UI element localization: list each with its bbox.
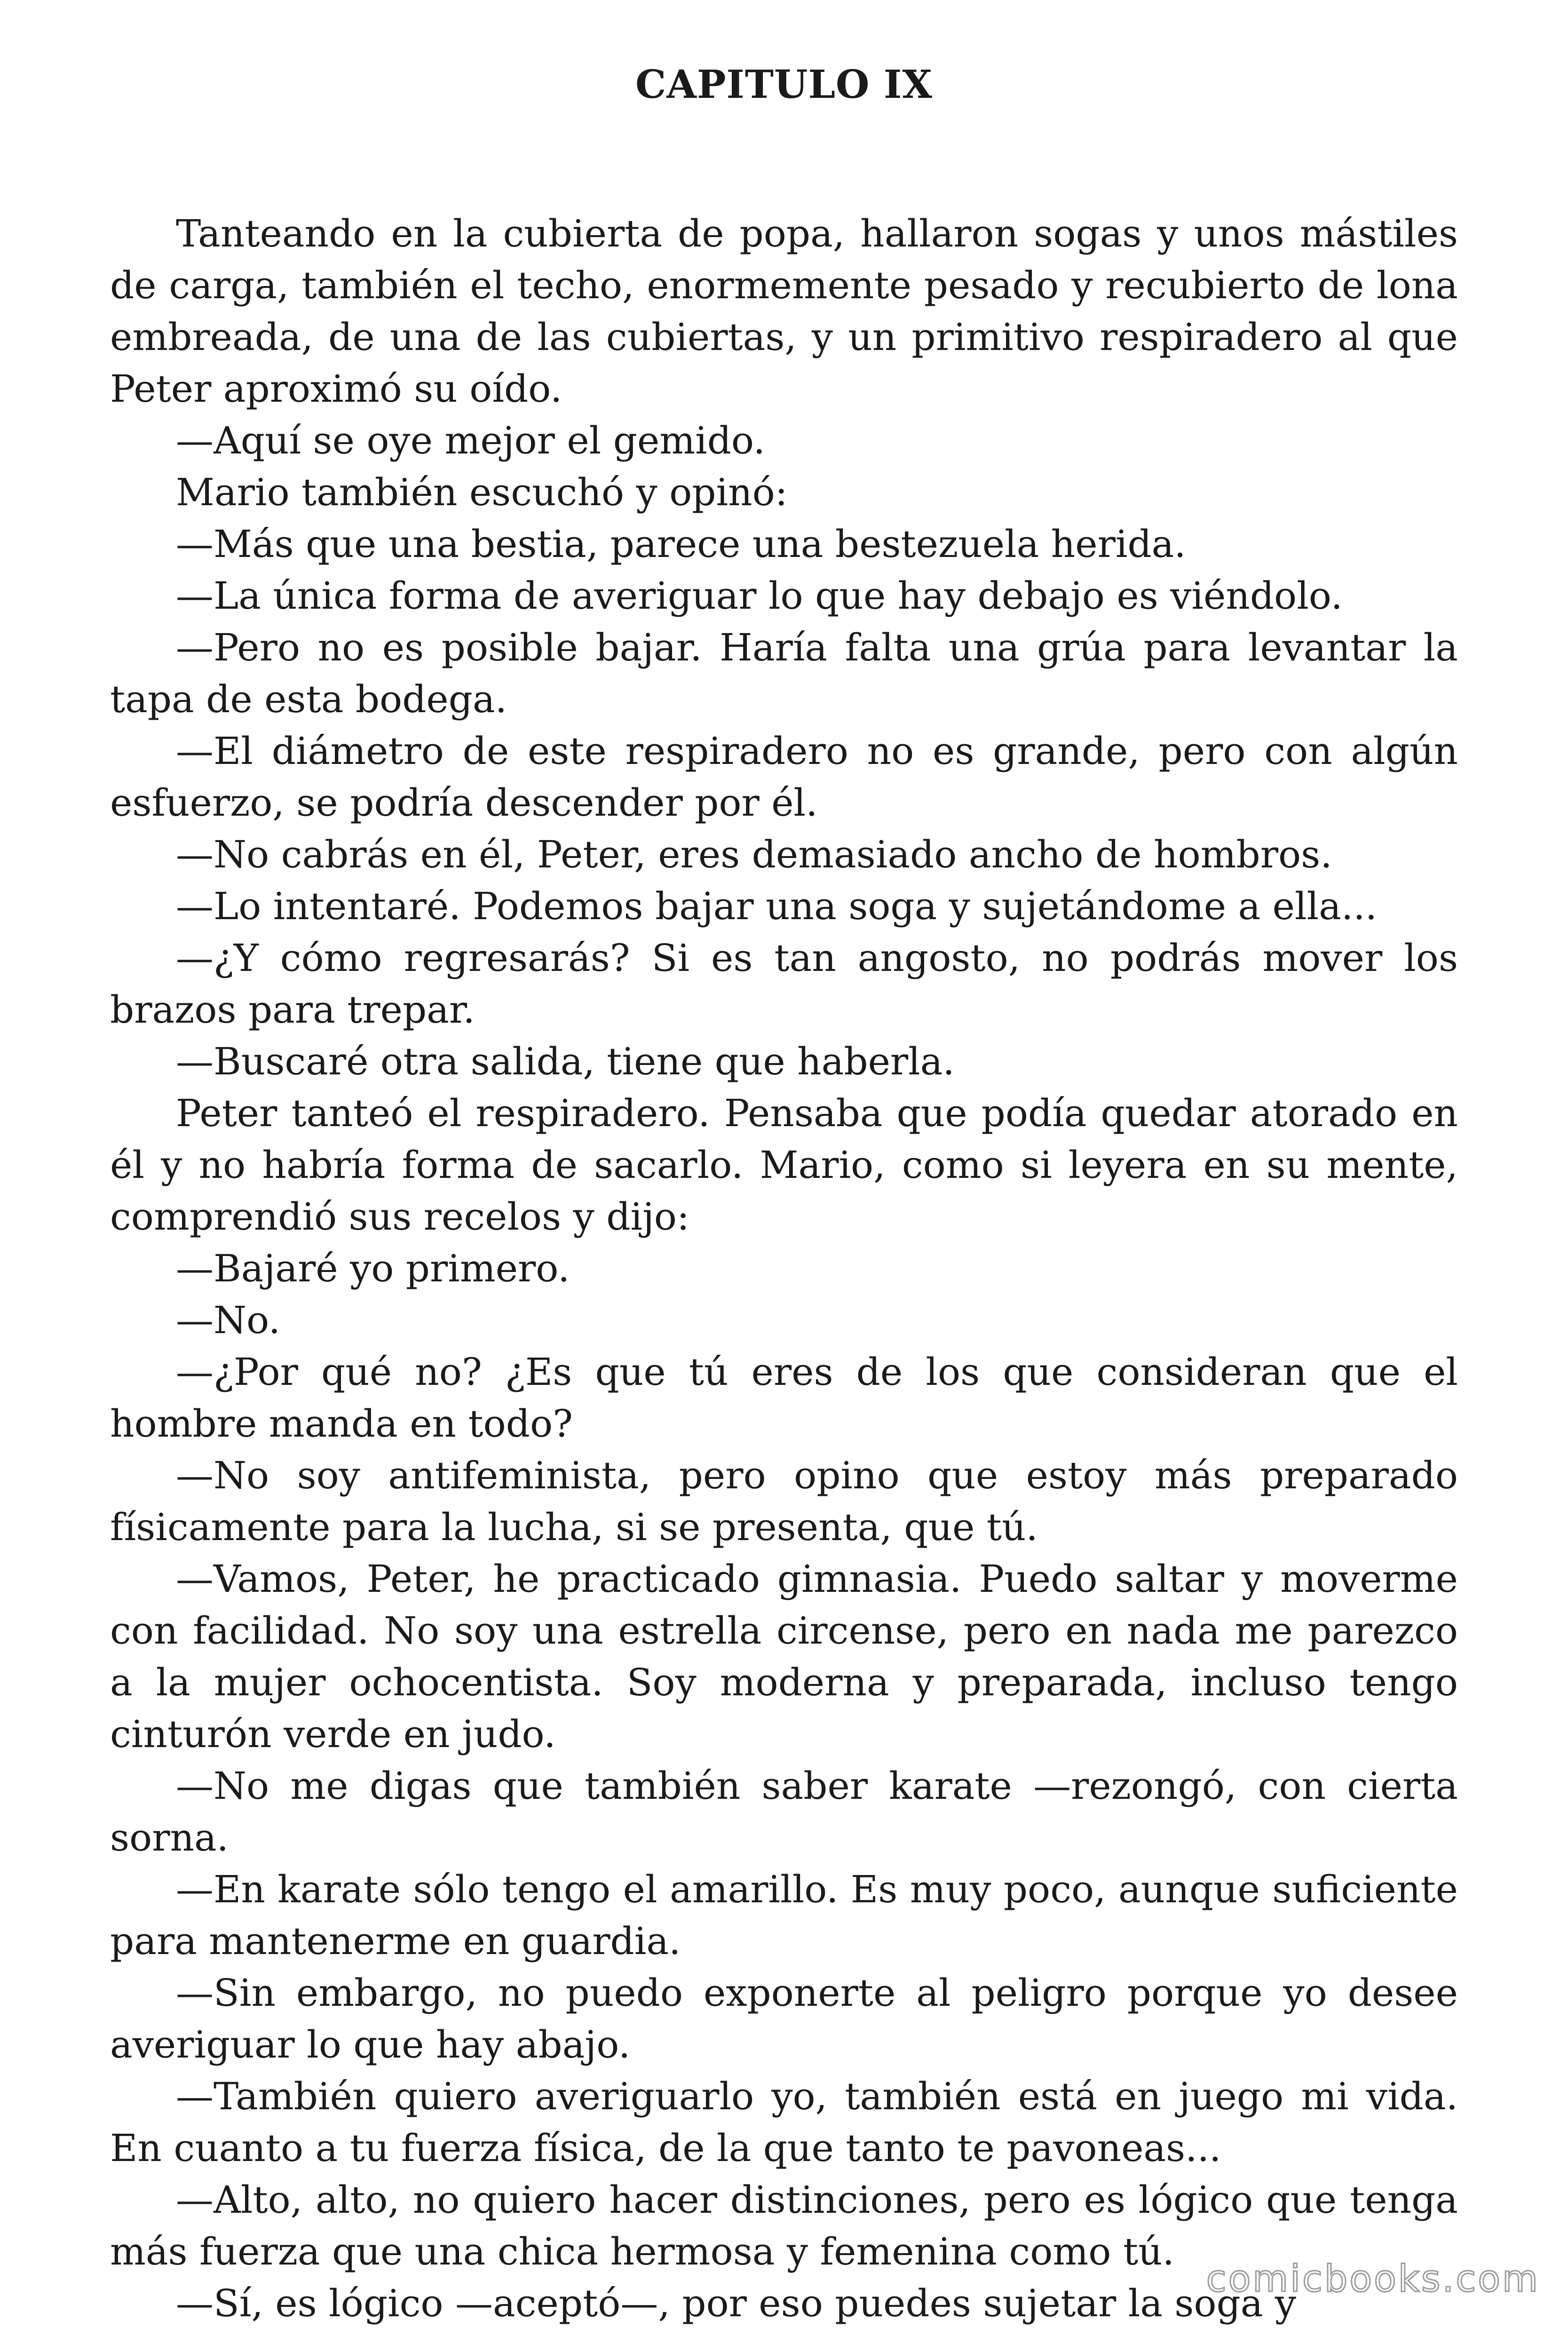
chapter-title: CAPITULO IX [635,62,933,107]
paragraph: —Alto, alto, no quiero hacer distinciones, pero es lógico que tenga más fuerza que una chica hermosa y femenina como tú. [110,2178,1458,2273]
paragraph: —Bajaré yo primero. [176,1247,570,1290]
paragraph: —¿Por qué no? ¿Es que tú eres de los que consideran que el hombre manda en todo? [110,1350,1458,1446]
paragraph: —Vamos, Peter, he practicado gimnasia. Puedo saltar y moverme con facilidad. No soy una estrella circense, pero en nada me parezco a la mujer ochocentista. Soy moderna y preparada, incluso tengo cinturón verde en judo. [110,1557,1458,1756]
site-watermark: comicbooks.com [1206,2258,1540,2300]
paragraph: —También quiero averiguarlo yo, también está en juego mi vida. En cuanto a tu fuerza física, de la que tanto te pavoneas... [110,2074,1458,2170]
paragraph: —Más que una bestia, parece una bestezuela herida. [176,522,1186,566]
paragraph: —Sin embargo, no puedo exponerte al peligro porque yo desee averiguar lo que hay abajo. [110,1971,1458,2066]
paragraph: —Buscaré otra salida, tiene que haberla. [176,1040,955,1083]
chapter-body [110,208,1458,2329]
paragraph: —¿Y cómo regresarás? Si es tan angosto, no podrás mover los brazos para trepar. [110,936,1458,1032]
paragraph: —Aquí se oye mejor el gemido. [176,419,766,462]
paragraph: —No. [176,1298,281,1342]
paragraph: Tanteando en la cubierta de popa, hallaron sogas y unos mástiles de carga, también el techo, enormemente pesado y recubierto de lona embreada, de una de las cubiertas, y un primitivo respiradero al que Peter aproximó su oído. [110,212,1458,411]
paragraph: —La única forma de averiguar lo que hay debajo es viéndolo. [176,574,1343,618]
paragraph: —No cabrás en él, Peter, eres demasiado ancho de hombros. [176,833,1332,876]
paragraph: —Lo intentaré. Podemos bajar una soga y sujetándome a ella... [176,884,1378,928]
paragraph: Peter tanteó el respiradero. Pensaba que podía quedar atorado en él y no habría forma de sacarlo. Mario, como si leyera en su mente, comprendió sus recelos y dijo: [110,1091,1458,1239]
paragraph: —Pero no es posible bajar. Haría falta una grúa para levantar la tapa de esta bodega. [110,626,1458,721]
paragraph: —Sí, es lógico —aceptó—, por eso puedes sujetar la soga y [176,2281,1297,2325]
paragraph: —El diámetro de este respiradero no es grande, pero con algún esfuerzo, se podría descender por él. [110,729,1458,825]
paragraph: Mario también escuchó y opinó: [176,470,788,514]
paragraph: —En karate sólo tengo el amarillo. Es muy poco, aunque suficiente para mantenerme en guardia. [110,1867,1458,1963]
paragraph: —No me digas que también saber karate —rezongó, con cierta sorna. [110,1764,1458,1859]
paragraph: —No soy antifeminista, pero opino que estoy más preparado físicamente para la lucha, si se presenta, que tú. [110,1454,1458,1549]
